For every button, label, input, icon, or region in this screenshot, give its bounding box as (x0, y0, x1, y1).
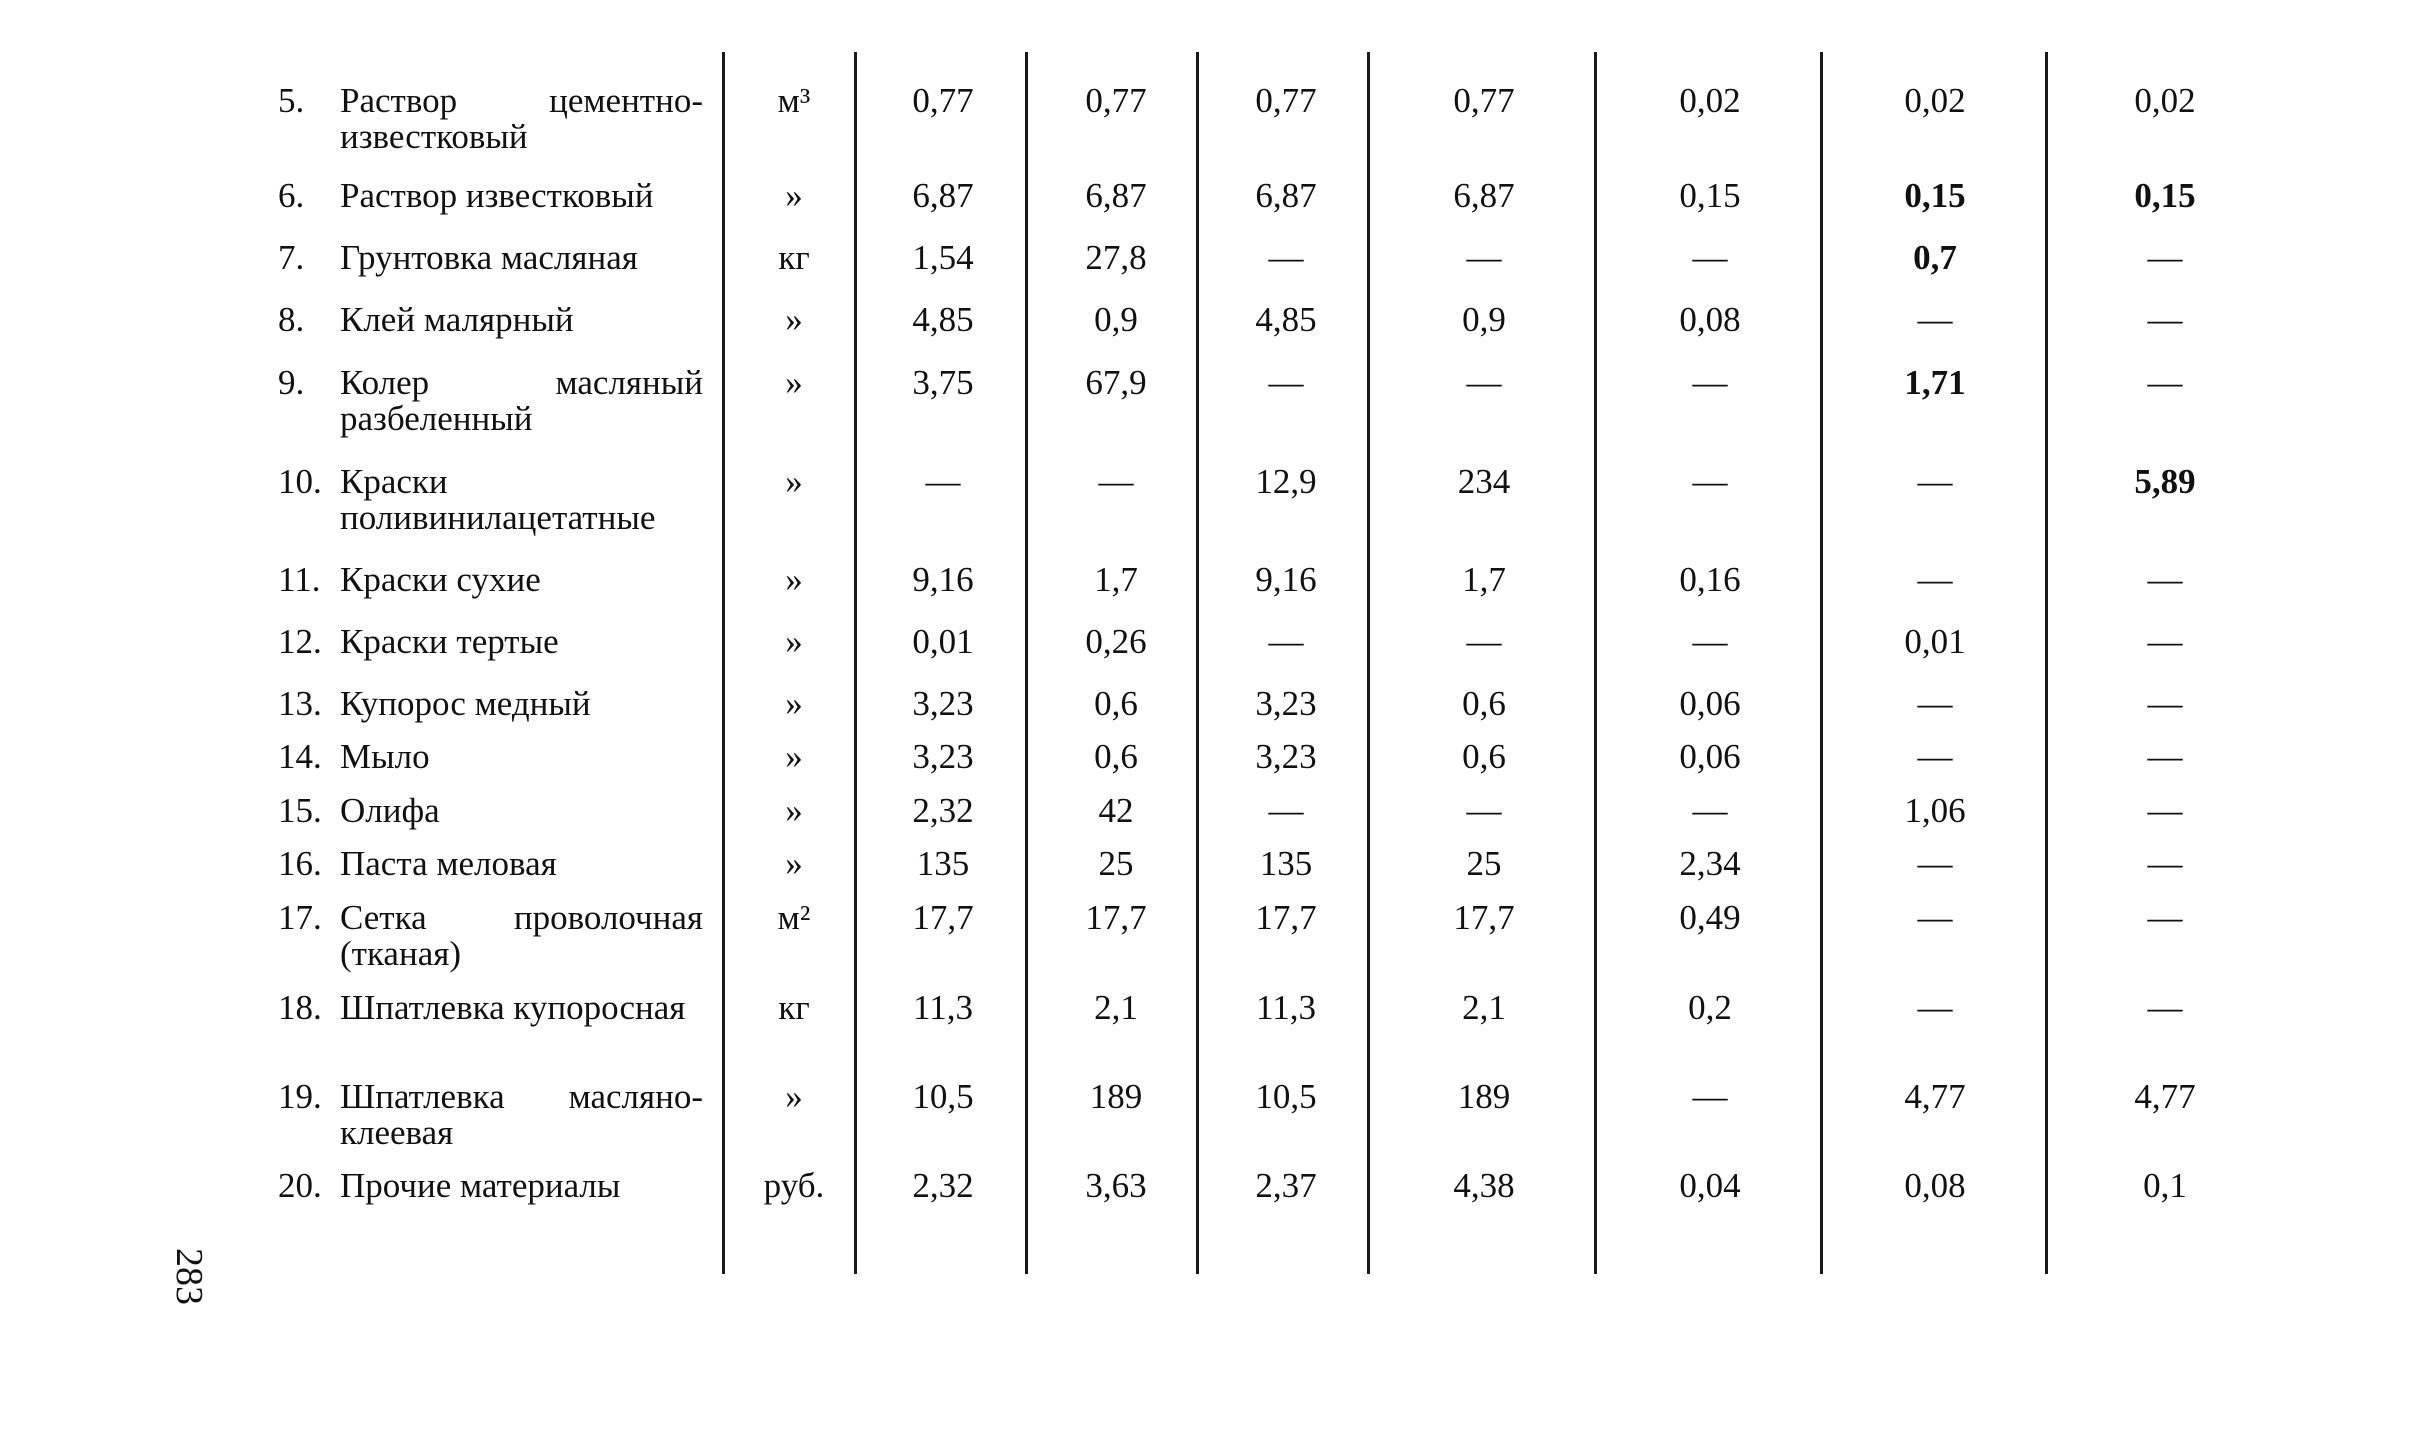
row-number: 19. (278, 1077, 322, 1116)
value-cell: 4,38 (1453, 1166, 1515, 1205)
value-cell: — (2147, 622, 2183, 661)
material-name: Паста меловая (340, 844, 557, 883)
value-cell: 17,7 (1453, 898, 1515, 937)
unit-cell: м³ (777, 81, 811, 120)
value-cell: — (1466, 363, 1502, 402)
column-divider (2045, 52, 2048, 1274)
column-divider (854, 52, 857, 1274)
value-cell: — (1466, 622, 1502, 661)
column-divider (1820, 52, 1823, 1274)
value-cell: — (2147, 844, 2183, 883)
value-cell: 3,23 (1255, 737, 1317, 776)
unit-cell: » (785, 176, 803, 215)
value-cell: — (2147, 898, 2183, 937)
value-cell: — (1917, 560, 1953, 599)
value-cell: 1,7 (1462, 560, 1506, 599)
value-cell: 11,3 (1256, 988, 1316, 1027)
row-name (278, 624, 703, 660)
material-name: Шпатлевка купоросная (340, 988, 686, 1027)
unit-cell: » (785, 622, 803, 661)
value-cell: 3,63 (1085, 1166, 1147, 1205)
value-cell: 0,04 (1679, 1166, 1741, 1205)
column-divider (722, 52, 725, 1274)
value-cell: 0,77 (1085, 81, 1147, 120)
value-cell: 0,9 (1094, 300, 1138, 339)
value-cell: 0,01 (1904, 622, 1966, 661)
row-number: 20. (278, 1166, 322, 1205)
value-cell: — (2147, 791, 2183, 830)
unit-cell: » (785, 462, 803, 501)
row-name (278, 1079, 703, 1151)
value-cell: 0,2 (1688, 988, 1732, 1027)
value-cell: 0,6 (1462, 737, 1506, 776)
value-cell: 135 (916, 844, 970, 883)
value-cell: 1,71 (1904, 363, 1966, 402)
unit-cell: » (785, 363, 803, 402)
value-cell: 0,02 (1679, 81, 1741, 120)
row-number: 9. (278, 363, 305, 402)
value-cell: — (1917, 898, 1953, 937)
value-cell: 0,08 (1904, 1166, 1966, 1205)
value-cell: 1,7 (1094, 560, 1138, 599)
row-name (278, 739, 703, 775)
row-number: 17. (278, 898, 322, 937)
value-cell: 0,16 (1679, 560, 1741, 599)
value-cell: — (1917, 462, 1953, 501)
value-cell: 6,87 (1085, 176, 1147, 215)
value-cell: 1,06 (1904, 791, 1966, 830)
value-cell: — (1268, 622, 1304, 661)
unit-cell: м² (777, 898, 811, 937)
material-name: Купорос медный (340, 684, 591, 723)
row-name (278, 464, 703, 536)
value-cell: 234 (1457, 462, 1511, 501)
column-divider (1594, 52, 1597, 1274)
unit-cell: руб. (763, 1166, 825, 1205)
material-name: Грунтовка масляная (340, 238, 638, 277)
unit-cell: » (785, 791, 803, 830)
row-name (278, 302, 703, 338)
value-cell: 12,9 (1255, 462, 1317, 501)
value-cell: 17,7 (1085, 898, 1147, 937)
material-name: Прочие материалы (340, 1166, 621, 1205)
row-name (278, 846, 703, 882)
value-cell: 4,77 (1904, 1077, 1966, 1116)
value-cell: — (2147, 238, 2183, 277)
material-name: Краски тертые (340, 622, 559, 661)
value-cell: 0,6 (1094, 684, 1138, 723)
value-cell: 4,85 (912, 300, 974, 339)
material-name: Мыло (340, 737, 430, 776)
row-name (278, 562, 703, 598)
value-cell: 0,77 (1255, 81, 1317, 120)
value-cell: 0,6 (1094, 737, 1138, 776)
value-cell: 0,06 (1679, 737, 1741, 776)
row-number: 12. (278, 622, 322, 661)
value-cell: — (1917, 737, 1953, 776)
row-number: 7. (278, 238, 305, 277)
value-cell: 2,32 (912, 791, 974, 830)
value-cell: 2,37 (1255, 1166, 1317, 1205)
value-cell: 6,87 (1453, 176, 1515, 215)
value-cell: — (1917, 300, 1953, 339)
unit-cell: кг (778, 238, 810, 277)
value-cell: 0,08 (1679, 300, 1741, 339)
value-cell: 0,9 (1462, 300, 1506, 339)
row-name (278, 900, 703, 972)
value-cell: — (2147, 684, 2183, 723)
row-name (278, 1168, 703, 1204)
value-cell: 4,85 (1255, 300, 1317, 339)
value-cell: 0,49 (1679, 898, 1741, 937)
value-cell: — (1692, 462, 1728, 501)
value-cell: — (925, 462, 961, 501)
value-cell: 0,7 (1913, 238, 1957, 277)
material-name: Сетка проволочная (тканая) (340, 898, 703, 973)
value-cell: 3,75 (912, 363, 974, 402)
value-cell: — (1466, 791, 1502, 830)
material-name: Раствор известковый (340, 176, 654, 215)
unit-cell: » (785, 300, 803, 339)
row-number: 15. (278, 791, 322, 830)
value-cell: 0,26 (1085, 622, 1147, 661)
value-cell: 0,01 (912, 622, 974, 661)
value-cell: 25 (1098, 844, 1134, 883)
value-cell: — (2147, 300, 2183, 339)
row-name (278, 990, 703, 1026)
value-cell: 0,02 (2134, 81, 2196, 120)
page-number: 283 (168, 1248, 210, 1305)
value-cell: — (1917, 988, 1953, 1027)
value-cell: 0,15 (1904, 176, 1966, 215)
row-number: 18. (278, 988, 322, 1027)
value-cell: 10,5 (912, 1077, 974, 1116)
value-cell: 9,16 (1255, 560, 1317, 599)
unit-cell: » (785, 560, 803, 599)
unit-cell: кг (778, 988, 810, 1027)
value-cell: 2,1 (1462, 988, 1506, 1027)
value-cell: 10,5 (1255, 1077, 1317, 1116)
value-cell: 189 (1089, 1077, 1143, 1116)
value-cell: — (1268, 363, 1304, 402)
material-name: Шпатлевка маслянo-клеевая (340, 1077, 703, 1152)
row-name (278, 793, 703, 829)
material-name: Клей малярный (340, 300, 574, 339)
value-cell: — (1692, 1077, 1728, 1116)
column-divider (1196, 52, 1199, 1274)
value-cell: — (1692, 238, 1728, 277)
value-cell: 4,77 (2134, 1077, 2196, 1116)
material-name: Краски сухие (340, 560, 541, 599)
value-cell: 0,6 (1462, 684, 1506, 723)
row-name (278, 240, 703, 276)
value-cell: 6,87 (912, 176, 974, 215)
value-cell: 11,3 (913, 988, 973, 1027)
value-cell: 1,54 (912, 238, 974, 277)
value-cell: 2,1 (1094, 988, 1138, 1027)
row-number: 13. (278, 684, 322, 723)
value-cell: 0,15 (1679, 176, 1741, 215)
value-cell: — (1917, 684, 1953, 723)
unit-cell: » (785, 737, 803, 776)
value-cell: 25 (1466, 844, 1502, 883)
material-name: Раствор цементно-известковый (340, 81, 703, 156)
value-cell: 0,15 (2134, 176, 2196, 215)
value-cell: 3,23 (912, 684, 974, 723)
value-cell: 3,23 (912, 737, 974, 776)
row-name (278, 686, 703, 722)
row-number: 6. (278, 176, 305, 215)
unit-cell: » (785, 684, 803, 723)
value-cell: 27,8 (1085, 238, 1147, 277)
value-cell: — (1268, 238, 1304, 277)
value-cell: 2,34 (1679, 844, 1741, 883)
value-cell: 9,16 (912, 560, 974, 599)
value-cell: 17,7 (912, 898, 974, 937)
material-name: Олифа (340, 791, 440, 830)
value-cell: — (2147, 363, 2183, 402)
value-cell: 42 (1098, 791, 1134, 830)
value-cell: — (1692, 363, 1728, 402)
value-cell: — (2147, 560, 2183, 599)
unit-cell: » (785, 844, 803, 883)
row-number: 14. (278, 737, 322, 776)
unit-cell: » (785, 1077, 803, 1116)
value-cell: 135 (1259, 844, 1313, 883)
value-cell: 6,87 (1255, 176, 1317, 215)
row-name (278, 178, 703, 214)
value-cell: — (1466, 238, 1502, 277)
value-cell: — (1692, 622, 1728, 661)
value-cell: — (1917, 844, 1953, 883)
row-number: 8. (278, 300, 305, 339)
value-cell: 17,7 (1255, 898, 1317, 937)
value-cell: 3,23 (1255, 684, 1317, 723)
row-number: 5. (278, 81, 305, 120)
value-cell: 67,9 (1085, 363, 1147, 402)
value-cell: 0,77 (912, 81, 974, 120)
value-cell: 189 (1457, 1077, 1511, 1116)
value-cell: — (1268, 791, 1304, 830)
row-number: 11. (278, 560, 321, 599)
column-divider (1025, 52, 1028, 1274)
row-name (278, 83, 703, 155)
value-cell: 0,02 (1904, 81, 1966, 120)
value-cell: 0,1 (2143, 1166, 2187, 1205)
material-name: Краски поливинилацетатные (340, 462, 656, 537)
row-number: 10. (278, 462, 322, 501)
value-cell: 5,89 (2134, 462, 2196, 501)
value-cell: — (2147, 988, 2183, 1027)
material-name: Колер масляный разбеленный (340, 363, 703, 438)
value-cell: — (1692, 791, 1728, 830)
row-number: 16. (278, 844, 322, 883)
row-name (278, 365, 703, 437)
value-cell: 0,06 (1679, 684, 1741, 723)
column-divider (1367, 52, 1370, 1274)
value-cell: 2,32 (912, 1166, 974, 1205)
value-cell: — (1098, 462, 1134, 501)
value-cell: 0,77 (1453, 81, 1515, 120)
value-cell: — (2147, 737, 2183, 776)
